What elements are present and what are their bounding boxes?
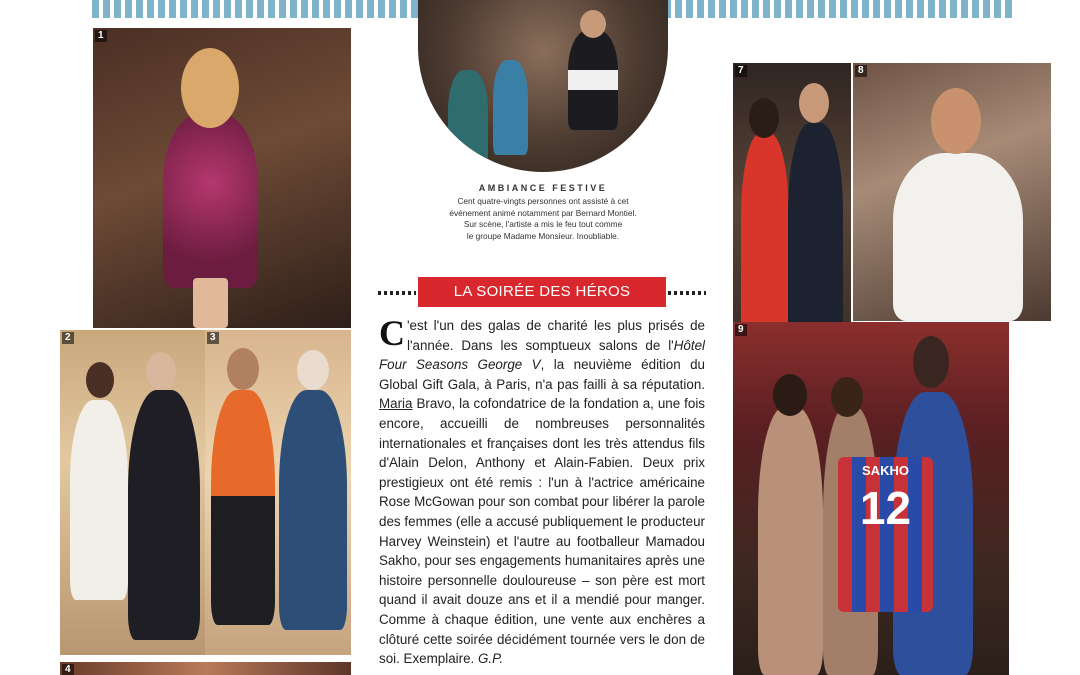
heading-ornament-right <box>668 291 706 295</box>
article-text: , la neuvième édition du Global Gift Gala, à Paris, n'a pas failli à sa réputation. <box>379 357 705 392</box>
man-head <box>146 352 176 390</box>
author-signature: G.P. <box>477 651 504 667</box>
woman-head <box>297 350 329 390</box>
photo-2 <box>60 330 205 655</box>
photo-number: 8 <box>855 65 867 77</box>
jersey-name: SAKHO <box>862 463 909 478</box>
photo-number: 2 <box>62 332 74 344</box>
photo-number: 4 <box>62 664 74 675</box>
man-figure <box>128 390 200 640</box>
man-figure <box>211 390 275 625</box>
photo-9 <box>733 322 1009 675</box>
caption-line: événement animé notamment par Bernard Montiel. <box>449 207 637 218</box>
photo-number: 3 <box>207 332 219 344</box>
jersey-number: 12 <box>859 482 912 534</box>
man-head <box>799 83 829 123</box>
drop-cap: C <box>379 316 405 353</box>
photo-3 <box>205 330 351 655</box>
legs <box>193 278 228 328</box>
sakho-jersey <box>838 457 933 612</box>
woman-figure <box>163 113 258 288</box>
photo-7 <box>733 63 851 346</box>
photo-number: 9 <box>735 324 747 336</box>
article-text: 'est l'un des galas de charité les plus prisés de l'année. Dans les somptueux salons de l' <box>407 318 705 353</box>
woman-figure <box>758 407 823 675</box>
man-head <box>227 348 259 390</box>
caption-body <box>418 196 668 242</box>
singer-head <box>580 10 606 38</box>
man-head <box>913 336 949 388</box>
woman-figure <box>448 70 488 170</box>
caption-line: le groupe Madame Monsieur. Inoubliable. <box>466 230 620 241</box>
woman-figure <box>70 400 128 600</box>
woman-head <box>181 48 239 128</box>
heading-title: LA SOIRÉE DES HÉROS <box>418 277 666 307</box>
woman-head <box>931 88 981 154</box>
photo-number: 7 <box>735 65 747 77</box>
caption-line: Cent quatre-vingts personnes ont assisté à cet <box>457 196 629 206</box>
caption-line: Sur scène, l'artiste a mis le feu tout comme <box>463 219 623 229</box>
woman-head <box>86 362 114 398</box>
article-body <box>379 316 705 675</box>
ambiance-photo <box>418 0 668 172</box>
heading-ornament-left <box>378 291 416 295</box>
photo-4 <box>60 662 351 675</box>
photo-1 <box>93 28 351 328</box>
photo-number: 1 <box>95 30 107 42</box>
article-text: Bravo, la cofondatrice de la fondation a, une fois encore, accueilli de nombreuses personnalités internationales et françaises dont les très attendus fils d'Alain Delon, Anthony et Alain-Fabien. Deux prix prestigieux ont été remis : l'un à l'actrice américaine Rose McGowan pour son combat pour libérer la parole des femmes (elle a accusé publiquement le producteur Harvey Weinstein) et l'autre au footballeur Mamadou Sakho, pour ses engagements humanitaires après une histoire personnelle douloureuse – son père est mort quand il avait douze ans et il a mendié pour manger. Comme à chaque édition, une vente aux enchères a clôturé cette soirée décidément tournée vers le don de soi. Exemplaire. <box>379 396 705 667</box>
underlined-name: Maria <box>379 396 413 412</box>
caption-title: AMBIANCE FESTIVE <box>478 183 608 193</box>
man-figure <box>493 60 528 155</box>
woman-head <box>831 377 863 417</box>
photo-8 <box>853 63 1051 321</box>
section-heading <box>378 277 706 307</box>
singer-figure <box>568 30 618 130</box>
man-figure <box>788 123 843 343</box>
woman-head <box>773 374 807 416</box>
woman-figure <box>741 133 789 343</box>
woman-figure <box>893 153 1023 321</box>
woman-head <box>749 98 779 138</box>
hotel-name: Hôtel Four Seasons George V <box>379 337 705 373</box>
woman-figure <box>279 390 347 630</box>
